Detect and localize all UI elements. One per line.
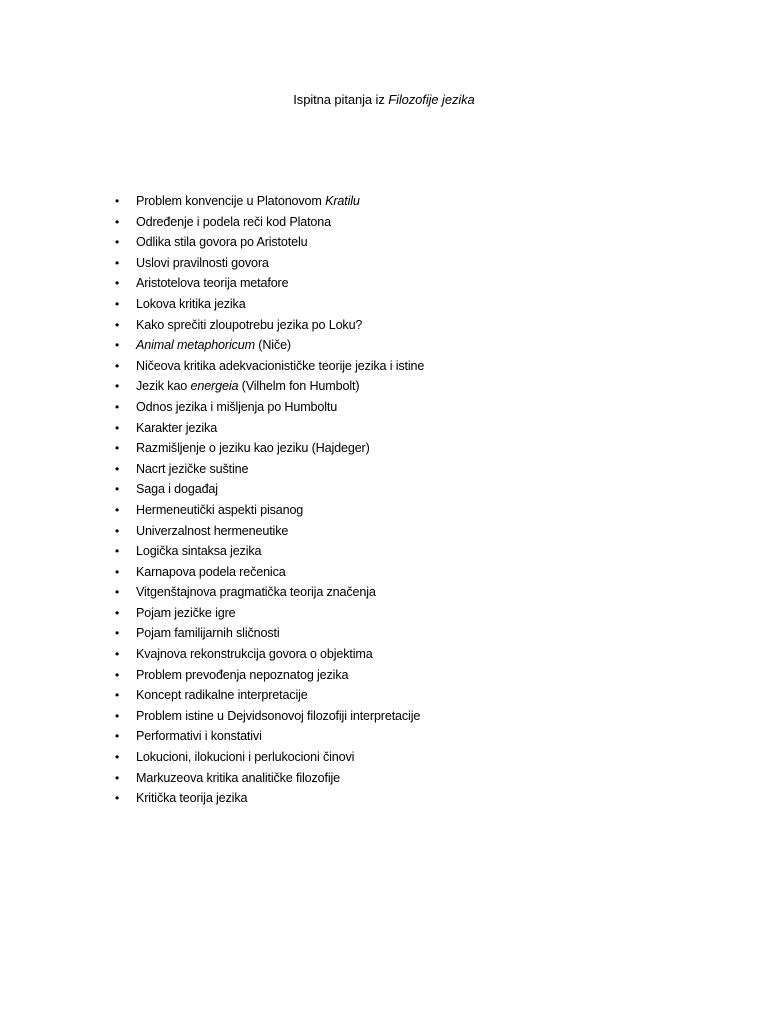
list-item (112, 438, 424, 459)
bullet-icon: • (114, 420, 120, 435)
bullet-icon: • (114, 770, 120, 785)
bullet-icon: • (114, 276, 120, 291)
list-item (112, 253, 424, 274)
list-item-text: Performativi i konstativi (136, 729, 262, 744)
list-item (112, 459, 424, 480)
list-item-text: Problem prevođenja nepoznatog jezika (136, 667, 349, 682)
list-item (112, 685, 424, 706)
list-item-text: Univerzalnost hermeneutike (136, 523, 289, 538)
list-item-text: Kako sprečiti zloupotrebu jezika po Loku? (136, 317, 363, 332)
list-item (112, 788, 424, 809)
list-item-text: Pojam jezičke igre (136, 605, 236, 620)
bullet-icon: • (114, 667, 120, 682)
list-item-italic: energeia (190, 379, 239, 394)
bullet-icon: • (114, 296, 120, 311)
list-item-text: Razmišljenje o jeziku kao jeziku (Hajdeger) (136, 441, 370, 456)
list-item-text: Markuzeova kritika analitičke filozofije (136, 770, 340, 785)
bullet-icon: • (114, 585, 120, 600)
list-item-text: Hermeneutički aspekti pisanog (136, 502, 304, 517)
title-prefix: Ispitna pitanja iz (293, 92, 389, 107)
list-item (112, 376, 424, 397)
bullet-icon: • (114, 235, 120, 250)
list-item (112, 582, 424, 603)
list-item (112, 644, 424, 665)
list-item (112, 212, 424, 233)
list-item (112, 768, 424, 789)
list-item (112, 665, 424, 686)
list-item (112, 541, 424, 562)
bullet-icon: • (114, 502, 120, 517)
bullet-icon: • (114, 708, 120, 723)
list-item (112, 294, 424, 315)
list-item (112, 603, 424, 624)
bullet-icon: • (114, 482, 120, 497)
list-item (112, 623, 424, 644)
list-item-text: Određenje i podela reči kod Platona (136, 214, 331, 229)
bullet-icon: • (114, 399, 120, 414)
list-item-after: (Vilhelm fon Humbolt) (238, 379, 360, 394)
bullet-icon: • (114, 194, 120, 208)
list-item-text: Kvajnova rekonstrukcija govora o objektima (136, 647, 373, 662)
list-item-text: Logička sintaksa jezika (136, 544, 262, 559)
list-item-italic: Animal metaphoricum (136, 338, 255, 353)
list-item-text: Odnos jezika i mišljenja po Humboltu (136, 399, 338, 414)
list-item (112, 232, 424, 253)
bullet-icon: • (114, 729, 120, 744)
list-item-text: Vitgenštajnova pragmatička teorija značenja (136, 585, 376, 600)
bullet-icon: • (114, 379, 120, 394)
list-item-text: Aristotelova teorija metafore (136, 276, 289, 291)
list-item-text: Lokova kritika jezika (136, 296, 246, 311)
list-item-text: Kritička teorija jezika (136, 791, 248, 806)
list-item (112, 479, 424, 500)
list-item (112, 397, 424, 418)
bullet-icon: • (114, 647, 120, 662)
list-item (112, 747, 424, 768)
list-item-text: Pojam familijarnih sličnosti (136, 626, 280, 641)
document-title (0, 92, 768, 107)
list-item-text: Problem konvencije u Platonovom (136, 194, 326, 208)
bullet-icon: • (114, 441, 120, 456)
list-item-text: Karakter jezika (136, 420, 218, 435)
title-italic: Filozofije jezika (388, 92, 475, 107)
list-item-text: Odlika stila govora po Aristotelu (136, 235, 308, 250)
list-item-text: Jezik kao (136, 379, 191, 394)
bullet-icon: • (114, 214, 120, 229)
bullet-icon: • (114, 255, 120, 270)
list-item (112, 562, 424, 583)
bullet-icon: • (114, 317, 120, 332)
bullet-icon: • (114, 358, 120, 373)
question-list (112, 191, 424, 809)
bullet-icon: • (114, 605, 120, 620)
list-item-text: Lokucioni, ilokucioni i perlukocioni činovi (136, 750, 355, 765)
bullet-icon: • (114, 523, 120, 538)
list-item (112, 335, 424, 356)
list-item-text: Koncept radikalne interpretacije (136, 688, 308, 703)
list-item-text: Problem istine u Dejvidsonovoj filozofiji interpretacije (136, 708, 421, 723)
list-item-text: Uslovi pravilnosti govora (136, 255, 269, 270)
bullet-icon: • (114, 750, 120, 765)
bullet-icon: • (114, 688, 120, 703)
list-item-after: (Niče) (254, 338, 291, 353)
list-item (112, 315, 424, 336)
list-item (112, 726, 424, 747)
list-item (112, 500, 424, 521)
bullet-icon: • (114, 544, 120, 559)
bullet-icon: • (114, 564, 120, 579)
list-item-italic: Kratilu (325, 194, 360, 208)
list-item (112, 521, 424, 542)
list-item-text: Karnapova podela rečenica (136, 564, 286, 579)
bullet-icon: • (114, 338, 120, 353)
list-item-text: Ničeova kritika adekvacionističke teorije jezika i istine (136, 358, 425, 373)
list-item-text: Nacrt jezičke suštine (136, 461, 249, 476)
bullet-icon: • (114, 626, 120, 641)
list-item (112, 191, 424, 212)
bullet-icon: • (114, 461, 120, 476)
list-item (112, 706, 424, 727)
list-item (112, 273, 424, 294)
list-item (112, 356, 424, 377)
bullet-icon: • (114, 791, 120, 806)
list-item-text: Saga i događaj (136, 482, 218, 497)
list-item (112, 418, 424, 439)
